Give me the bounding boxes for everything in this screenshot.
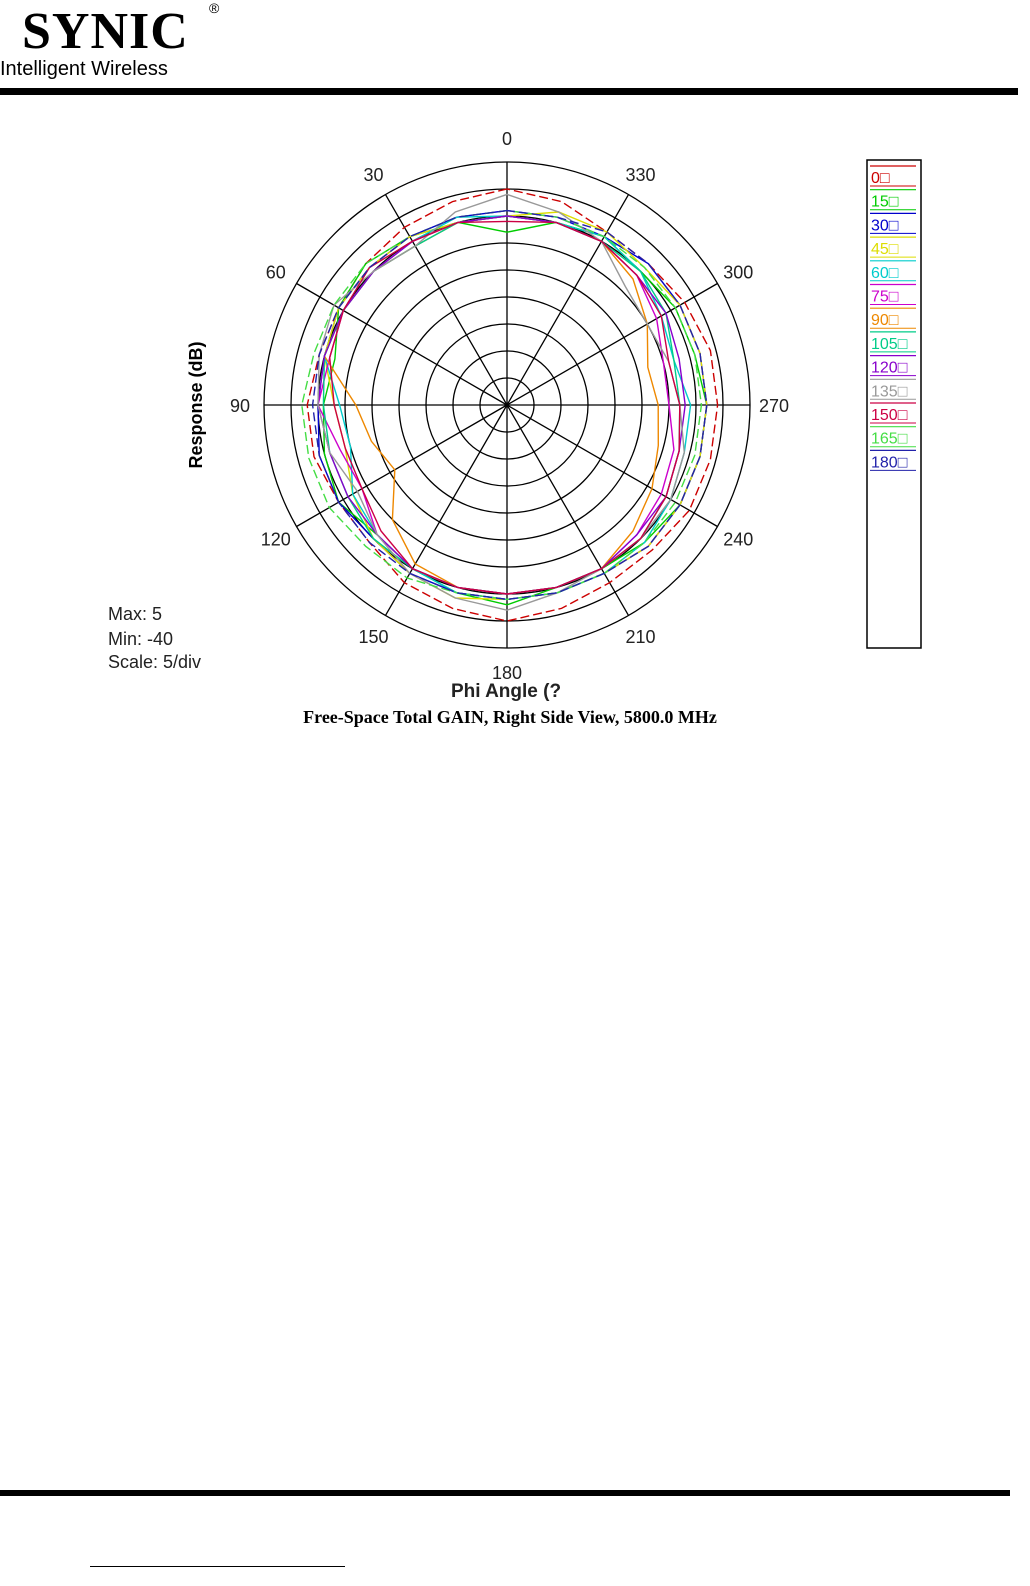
angle-tick-label: 30 xyxy=(363,164,384,185)
stat-scale: Scale: 5/div xyxy=(108,652,202,672)
polar-grid xyxy=(264,162,750,648)
legend-entry: 105□ xyxy=(871,335,908,353)
legend-entry: 30□ xyxy=(871,217,899,235)
legend-entry: 75□ xyxy=(871,288,899,306)
angle-tick-label: 150 xyxy=(358,627,389,648)
legend-entry: 120□ xyxy=(871,359,908,377)
stat-max: Max: 5 xyxy=(108,604,163,624)
legend-entry: 180□ xyxy=(871,454,908,472)
angle-tick-label: 120 xyxy=(260,529,291,550)
angle-tick-label: 60 xyxy=(265,262,286,283)
y-axis-label: Response (dB) xyxy=(186,341,206,469)
stat-min: Min: -40 xyxy=(108,629,174,649)
series-line xyxy=(323,222,706,604)
chart-title: Free-Space Total GAIN, Right Side View, 5800.0 MHz xyxy=(303,707,717,727)
angle-tick-label: 90 xyxy=(229,396,251,416)
legend-entry: 90□ xyxy=(871,312,899,330)
legend-entry: 15□ xyxy=(871,193,899,211)
legend-entry: 135□ xyxy=(871,383,908,401)
angle-tick-label: 210 xyxy=(625,627,656,648)
x-axis-label: Phi Angle (? xyxy=(450,681,562,702)
registered-mark: ® xyxy=(209,0,220,16)
footer-rule xyxy=(0,1490,1010,1496)
polar-chart xyxy=(0,0,1030,740)
legend-entry: 150□ xyxy=(871,407,908,424)
angle-tick-label: 240 xyxy=(723,529,754,550)
legend-entry: 165□ xyxy=(871,430,908,448)
brand-logo: SYNIC xyxy=(22,3,189,60)
angle-tick-label: 300 xyxy=(723,262,754,283)
brand-tagline: Intelligent Wireless xyxy=(0,58,168,80)
angle-tick-label: 0 xyxy=(501,129,513,149)
angle-tick-label: 180 xyxy=(491,663,523,683)
legend-entry: 45□ xyxy=(871,241,899,259)
legend-entry: 60□ xyxy=(871,264,899,282)
footnote-line xyxy=(90,1566,345,1567)
angle-tick-label: 330 xyxy=(625,164,656,185)
legend-entry: 0□ xyxy=(871,170,890,187)
angle-tick-label: 270 xyxy=(758,396,790,416)
